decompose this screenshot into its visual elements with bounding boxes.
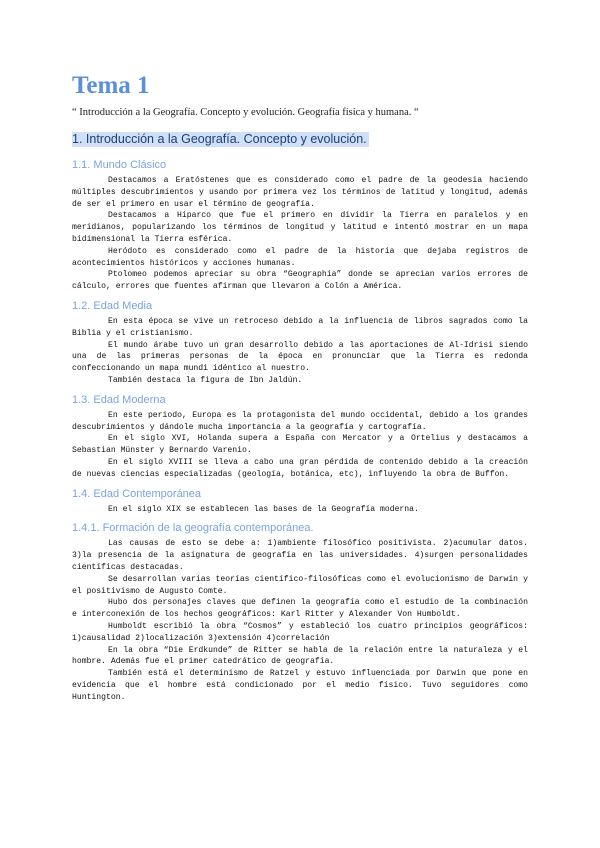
paragraph: Humboldt escribió la obra “Cosmos” y estableció los cuatro principios geográficos: 1)causalidad 2)localización 3)extensión 4)correlación xyxy=(72,621,528,643)
subsection-heading: 1.4.1. Formación de la geografía contemporánea. xyxy=(72,522,314,535)
paragraph: Destacamos a Eratóstenes que es considerado como el padre de la geodesia haciendo múltiples descubrimientos y usando por primera vez los términos de latitud y longitud, además de ser el primero en usar el término de geografía. xyxy=(72,176,528,209)
paragraph: En el siglo XVIII se lleva a cabo una gran pérdida de contenido debido a la creación de nuevas ciencias especializadas (geología, botánica, etc), influyendo la obra de Buffon. xyxy=(72,457,528,479)
paragraph: También está el determinismo de Ratzel y estuvo influenciada por Darwin que pone en evidencia que el hombre está condicionado por el medio físico. Tuvo seguidores como Huntington. xyxy=(72,669,528,702)
paragraph: Se desarrollan varias teorías científico-filosóficas como el evolucionismo de Darwin y el positivismo de Augusto Comte. xyxy=(72,574,528,596)
paragraph: En el siglo XVI, Holanda supera a España con Mercator y a Ortelius y destacamos a Sebastian Münster y Bernardo Varenio. xyxy=(72,434,528,456)
paragraph: En la obra “Die Erdkunde” de Ritter se habla de la relación entre la naturaleza y el hombre. Además fue el primer catedrático de geografía. xyxy=(72,645,528,667)
subsection-heading: 1.1. Mundo Clásico xyxy=(72,159,167,171)
paragraph: Heródoto es considerado como el padre de la historia que dejaba registros de acontecimientos históricos y acciones humanas. xyxy=(72,246,528,268)
paragraph: También destaca la figura de Ibn Jaldún. xyxy=(108,375,303,385)
paragraph: El mundo árabe tuvo un gran desarrollo debido a las aportaciones de Al-Idrisi siendo una de las primeras personas de la época en pronunciar que la Tierra es redonda confeccionando un mapa mundi idéntico al nuestro. xyxy=(72,340,528,374)
document-subtitle: “ Introducción a la Geografía. Concepto y evolución. Geografía física y humana. “ xyxy=(72,107,419,118)
paragraph: En el siglo XIX se establecen las bases de la Geografía moderna. xyxy=(108,504,419,514)
paragraph: Las causas de esto se debe a: 1)ambiente filosófico positivista. 2)acumular datos. 3)la presencia de la asignatura de geografía en las universidades. 4)surgen personalidades científicas destacadas. xyxy=(72,539,528,572)
document-title: Tema 1 xyxy=(72,72,150,99)
subsection-heading: 1.4. Edad Contemporánea xyxy=(72,487,202,500)
paragraph: En esta época se vive un retroceso debido a la influencia de libros sagrados como la Biblia y el cristianismo. xyxy=(72,316,528,338)
paragraph: En este periodo, Europa es la protagonista del mundo occidental, debido a los grandes descubrimientos y dándole mucha importancia a la geografía y cartografía. xyxy=(72,410,528,432)
subsection-heading: 1.3. Edad Moderna xyxy=(72,393,166,406)
paragraph: Ptolomeo podemos apreciar su obra “Geographia” donde se aprecian varios errores de cálculo, errores que fuentes afirman que llevaron a Colón a América. xyxy=(72,270,528,292)
paragraph: Destacamos a Hiparco que fue el primero en dividir la Tierra en paralelos y en meridianos, popularizando los términos de longitud y latitud e intentó mostrar en un mapa bidimensional la Tierra esférica. xyxy=(72,211,528,244)
section-heading-1 xyxy=(72,130,528,148)
section-heading-1-text: 1. Introducción a la Geografía. Concepto y evolución. xyxy=(72,132,367,146)
document-page xyxy=(72,72,528,703)
paragraph: Hubo dos personajes claves que definen la geografía como el estudio de la combinación e interconexión de los hechos geográficos: Karl Ritter y Alexander Von Humboldt. xyxy=(72,598,528,620)
subsection-heading: 1.2. Edad Media xyxy=(72,299,153,312)
